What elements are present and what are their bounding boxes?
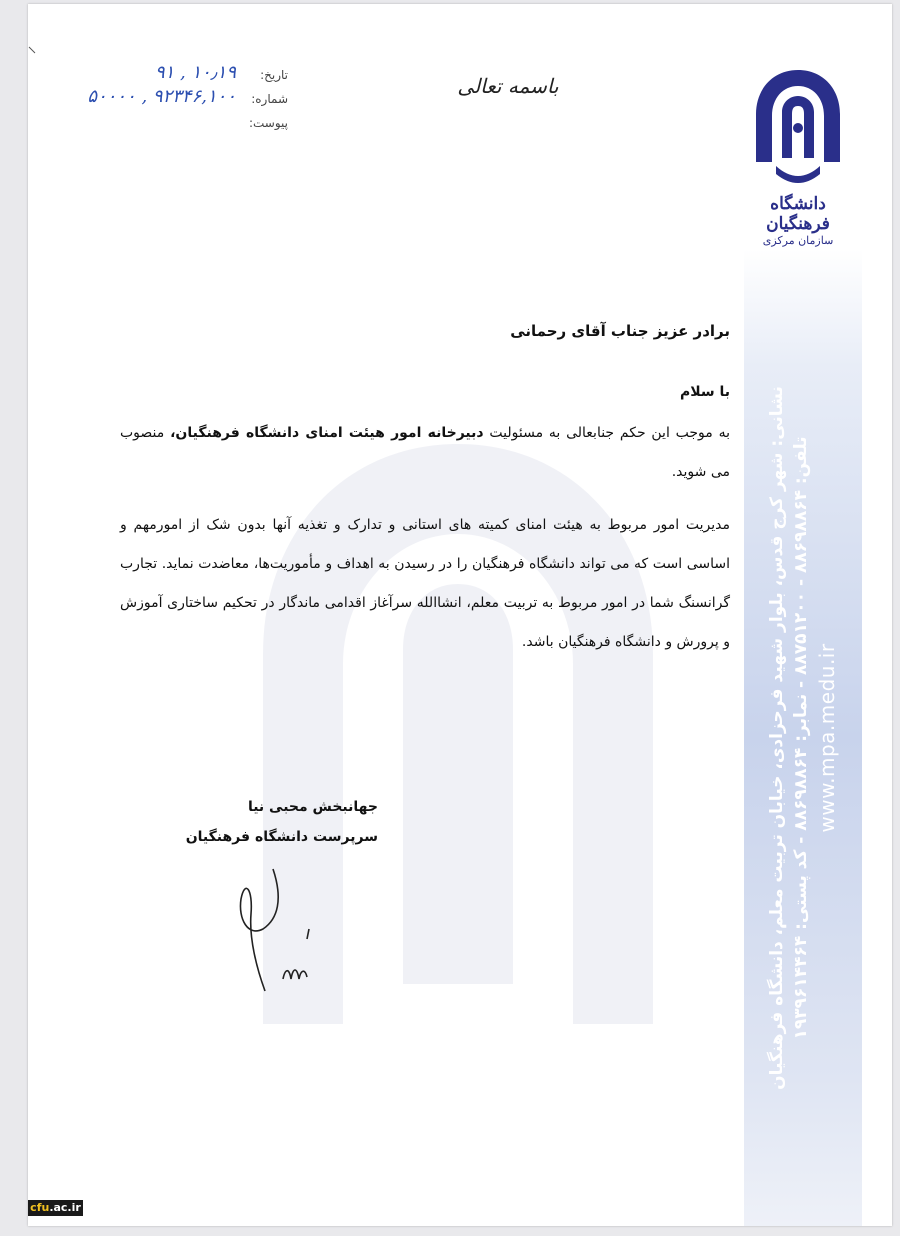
university-logo (748, 66, 848, 246)
badge-text-b: .ac.ir (49, 1201, 81, 1214)
recipient-line: برادر عزیز جناب آقای رحمانی (510, 322, 730, 340)
date-value: ۹۱ , ۱۰٫۱۹ (154, 62, 236, 83)
mission-paragraph: مدیریت امور مربوط به هیئت امنای کمیته های استانی و تدارک و تغذیه آنها بدون شک از امورمهم و اساسی است که می تواند دانشگاه فرهنگیان را در رسیدن به اهداف و مأموریت‌ها، معاضدت نماید. تجارب گرانسنگ شما در امور مربوط به تربیت معلم، انشاالله سرآغاز اقدامی ماندگار در تحکیم ساختاری آموزش و پرورش و دانشگاه فرهنگیان باشد. (120, 517, 730, 650)
letter-body (120, 322, 730, 662)
para1-pre: به موجب این حکم جنابعالی به مسئولیت (483, 425, 730, 441)
signer-name: جهانبخش محبی نیا (247, 799, 378, 815)
signer-title: سرپرست دانشگاه فرهنگیان (185, 829, 378, 845)
para1-post: منصوب می شوید. (120, 425, 730, 480)
number-label: شماره: (251, 92, 288, 106)
sidebar-website: www.mpa.medu.ir (815, 642, 839, 833)
greeting-line: با سلام (679, 384, 730, 400)
para1-bold: دبیرخانه امور هیئت امنای دانشگاه فرهنگیان، (170, 425, 484, 441)
attachment-label: پیوست: (248, 116, 288, 130)
logo-subtitle: سازمان مرکزی (762, 234, 834, 247)
handwritten-signature (223, 859, 333, 999)
letter-meta (68, 62, 288, 140)
corner-mark-icon (28, 46, 36, 54)
letter-page (28, 4, 892, 1226)
signer-block (178, 799, 378, 845)
sidebar-address: نشانی: شهر کرج قدس، بلوار شهید فرحزادی، خیابان تربیت معلم، دانشگاه فرهنگیان (767, 385, 787, 1090)
sidebar-rotated-text (767, 386, 839, 1090)
number-row (68, 86, 288, 116)
number-value: ۵۰۰۰۰ , ۹۲۳۴۶,۱۰۰ (87, 86, 236, 107)
university-emblem-icon (752, 66, 844, 188)
date-label: تاریخ: (260, 68, 288, 82)
sidebar-contact-block (744, 249, 862, 1226)
badge-text-a: cfu (30, 1201, 50, 1214)
site-badge (28, 1200, 83, 1216)
sidebar-phone: تلفن: ۸۸۶۹۸۸۶۴ - ۸۸۷۵۱۲۰۰ - نمابر: ۸۸۶۹۸۸۶۴ - کد پستی: ۱۹۳۹۶۱۴۴۶۴ (791, 435, 811, 1040)
bismillah-heading: باسمه تعالی (457, 74, 559, 98)
attachment-row (68, 116, 288, 140)
appointment-paragraph (120, 414, 730, 492)
logo-university-name: دانشگاه فرهنگیان (766, 194, 830, 234)
